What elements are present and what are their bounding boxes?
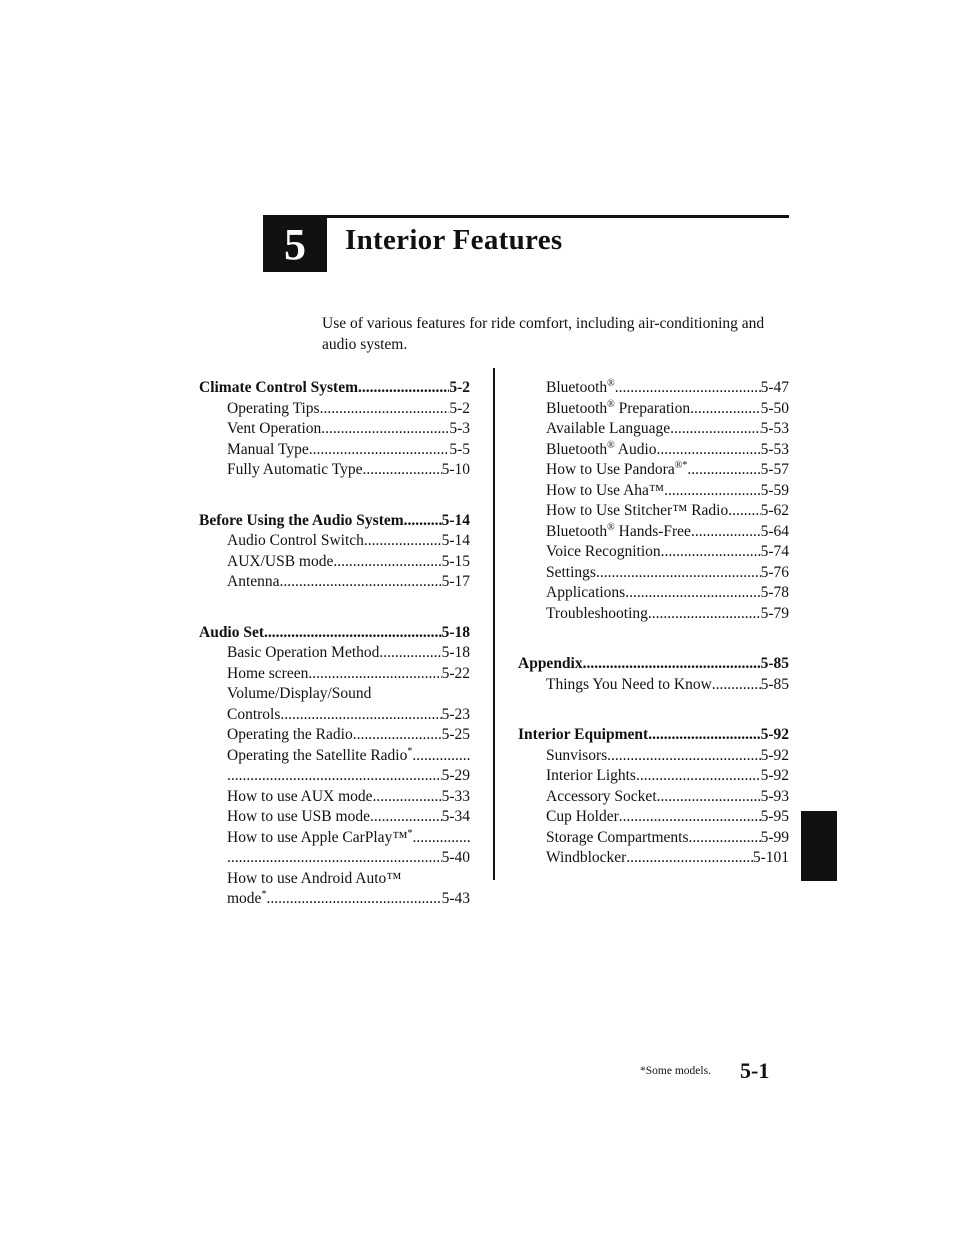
chapter-title: Interior Features: [345, 224, 563, 256]
toc-entry[interactable]: Bluetooth® Audio ..... 5-53: [518, 440, 789, 461]
toc-entry[interactable]: How to Use Pandora®* ..... 5-57: [518, 460, 789, 481]
toc-entry[interactable]: Things You Need to Know ..... 5-85: [518, 675, 789, 696]
toc-entry[interactable]: Controls ..... 5-23: [199, 705, 470, 726]
toc-entry[interactable]: Operating the Radio ..... 5-25: [199, 725, 470, 746]
toc-entry[interactable]: Storage Compartments ..... 5-99: [518, 828, 789, 849]
toc-section-appendix: [518, 654, 789, 695]
toc-entry-line1[interactable]: Volume/Display/Sound: [227, 685, 372, 702]
toc-heading-climate[interactable]: Climate Control System ..... 5-2: [199, 378, 470, 399]
toc-entry[interactable]: AUX/USB mode ..... 5-15: [199, 552, 470, 573]
chapter-side-tab: [801, 811, 837, 881]
toc-entry[interactable]: How to Use Stitcher™ Radio ..... 5-62: [518, 501, 789, 522]
toc-section-interior: [518, 725, 789, 869]
toc-entry[interactable]: How to use USB mode ..... 5-34: [199, 807, 470, 828]
toc-entry[interactable]: Bluetooth® Preparation ..... 5-50: [518, 399, 789, 420]
toc-entry[interactable]: mode* ..... 5-43: [199, 889, 470, 910]
toc-entry[interactable]: How to use Apple CarPlay™* .....: [199, 828, 470, 849]
toc-entry[interactable]: Basic Operation Method ..... 5-18: [199, 643, 470, 664]
toc-entry-continued[interactable]: ..... 5-29: [199, 766, 470, 787]
toc-entry[interactable]: Manual Type ..... 5-5: [199, 440, 470, 461]
toc-entry[interactable]: Accessory Socket ..... 5-93: [518, 787, 789, 808]
toc-entry-line1[interactable]: How to use Android Auto™: [227, 869, 402, 887]
toc-heading-appendix[interactable]: Appendix ..... 5-85: [518, 654, 789, 675]
toc-section-audio-set: [199, 623, 470, 910]
toc-entry[interactable]: Vent Operation ..... 5-3: [199, 419, 470, 440]
toc-entry[interactable]: Voice Recognition ..... 5-74: [518, 542, 789, 563]
toc-right-column: [518, 378, 789, 869]
toc-entry[interactable]: Available Language ..... 5-53: [518, 419, 789, 440]
toc-entry[interactable]: How to use AUX mode ..... 5-33: [199, 787, 470, 808]
chapter-number-box: [263, 216, 327, 272]
toc-section-bluetooth: [518, 378, 789, 624]
chapter-description: Use of various features for ride comfort, including air-conditioning and audio system.: [322, 315, 765, 353]
toc-entry[interactable]: Troubleshooting ..... 5-79: [518, 604, 789, 625]
toc-entry[interactable]: Settings ..... 5-76: [518, 563, 789, 584]
toc-entry[interactable]: Sunvisors ..... 5-92: [518, 746, 789, 767]
chapter-header-rule: [263, 215, 789, 218]
toc-left-column: [199, 378, 470, 910]
toc-entry[interactable]: Bluetooth® ..... 5-47: [518, 378, 789, 399]
toc-entry[interactable]: Home screen ..... 5-22: [199, 664, 470, 685]
toc-entry[interactable]: Bluetooth® Hands-Free ..... 5-64: [518, 522, 789, 543]
toc-heading-audio-set[interactable]: Audio Set ..... 5-18: [199, 623, 470, 644]
toc-entry[interactable]: Interior Lights ..... 5-92: [518, 766, 789, 787]
toc-entry-continued[interactable]: ..... 5-40: [199, 848, 470, 869]
toc-entry[interactable]: Fully Automatic Type ..... 5-10: [199, 460, 470, 481]
toc-section-climate: [199, 378, 470, 481]
toc-entry[interactable]: Operating Tips ..... 5-2: [199, 399, 470, 420]
toc-entry[interactable]: Applications ..... 5-78: [518, 583, 789, 604]
toc-entry[interactable]: Audio Control Switch ..... 5-14: [199, 531, 470, 552]
toc-entry[interactable]: How to Use Aha™ ..... 5-59: [518, 481, 789, 502]
footer-note: *Some models.: [640, 1065, 711, 1077]
toc-entry[interactable]: Antenna ..... 5-17: [199, 572, 470, 593]
toc-heading-interior[interactable]: Interior Equipment ..... 5-92: [518, 725, 789, 746]
toc-section-before-audio: [199, 511, 470, 593]
toc-heading-before-audio[interactable]: Before Using the Audio System ..... 5-14: [199, 511, 470, 532]
toc-entry[interactable]: Windblocker ..... 5-101: [518, 848, 789, 869]
page-number: 5-1: [740, 1058, 770, 1083]
toc-entry[interactable]: Operating the Satellite Radio* .....: [199, 746, 470, 767]
column-divider: [493, 368, 495, 880]
chapter-number: 5: [284, 219, 306, 269]
toc-entry[interactable]: Cup Holder ..... 5-95: [518, 807, 789, 828]
